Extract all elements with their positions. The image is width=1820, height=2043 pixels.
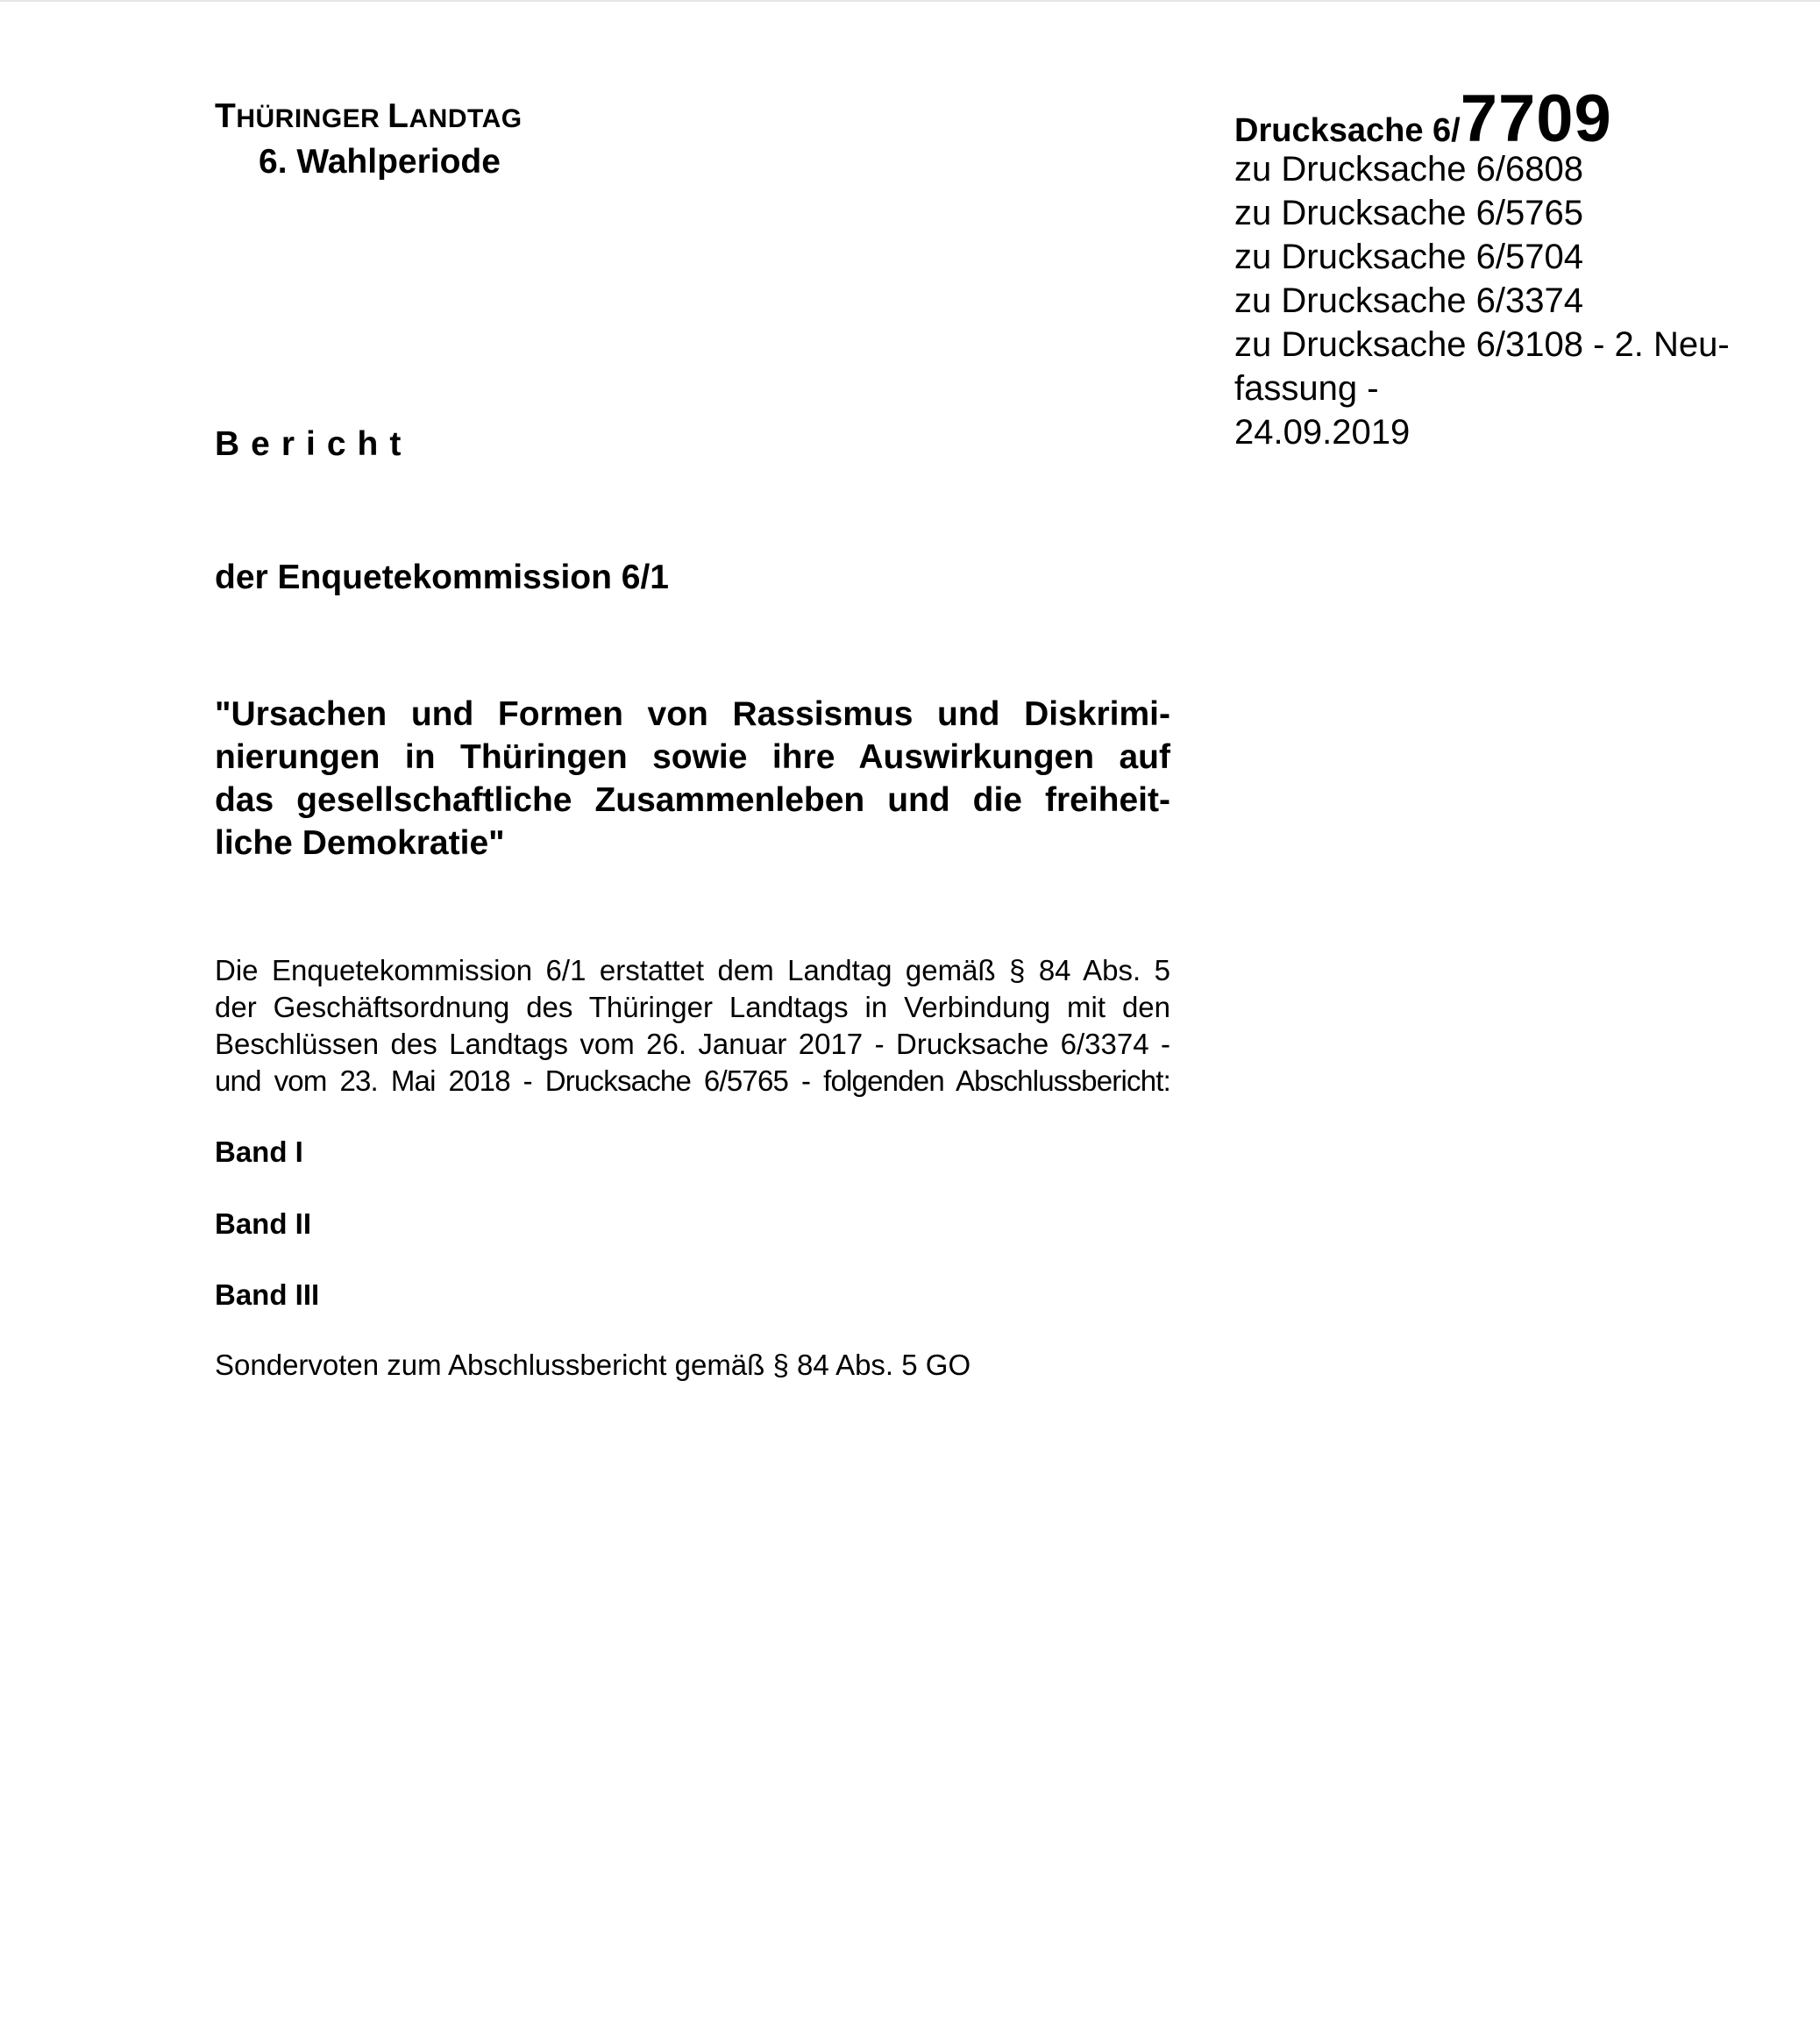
intro-line: Die Enquetekommission 6/1 erstattet dem Landtag gemäß § 84 Abs. 5 [215,954,1170,986]
intro-line: der Geschäftsordnung des Thüringer Landtags in Verbindung mit den [215,991,1170,1023]
band-2: Band II [215,1207,312,1240]
drucksache-number: 7709 [1460,82,1612,156]
landtag-name-part-1: HÜRINGER [236,104,388,133]
landtag-name-part-2: ANDTAG [409,104,523,133]
report-title-line: liche Demokratie" [215,824,505,862]
landtag-header [215,96,523,185]
report-title-line: "Ursachen und Formen von Rassismus und Diskrimi- [215,695,1170,733]
intro-line: und vom 23. Mai 2018 - Drucksache 6/5765 - folgenden Abschlussbericht: [215,1064,1170,1097]
landtag-name-initial-1: T [215,97,237,135]
landtag-name-initial-2: L [387,97,409,135]
drucksache-reference: zu Drucksache 6/5704 [1234,238,1584,276]
intro-line: Beschlüssen des Landtags vom 26. Januar 2017 - Drucksache 6/3374 - [215,1028,1170,1060]
landtag-name [215,96,523,139]
commission-name: der Enquetekommission 6/1 [215,559,669,596]
drucksache-prefix: Drucksache 6/ [1234,112,1461,149]
drucksache-date: 24.09.2019 [1234,413,1411,452]
report-title-line: das gesellschaftliche Zusammenleben und die freiheit- [215,781,1170,819]
drucksache-reference: fassung - [1234,369,1379,408]
band-1: Band I [215,1135,303,1168]
drucksache-block [1234,82,1778,454]
page-top-border [0,0,1820,2]
drucksache-title [1234,82,1778,156]
drucksache-reference: zu Drucksache 6/3108 - 2. Neu- [1234,325,1730,364]
drucksache-reference: zu Drucksache 6/6808 [1234,150,1584,189]
report-title-line: nierungen in Thüringen sowie ihre Auswirkungen auf [215,738,1170,776]
report-title [215,693,1170,865]
drucksache-reference: zu Drucksache 6/5765 [1234,194,1584,232]
drucksache-references [1234,147,1778,410]
sondervoten: Sondervoten zum Abschlussbericht gemäß § 84 Abs. 5 GO [215,1349,971,1381]
drucksache-reference: zu Drucksache 6/3374 [1234,281,1584,320]
election-period: 6. Wahlperiode [259,143,501,181]
band-3: Band III [215,1278,320,1311]
report-heading: Bericht [215,425,413,463]
intro-paragraph [215,952,1170,1100]
